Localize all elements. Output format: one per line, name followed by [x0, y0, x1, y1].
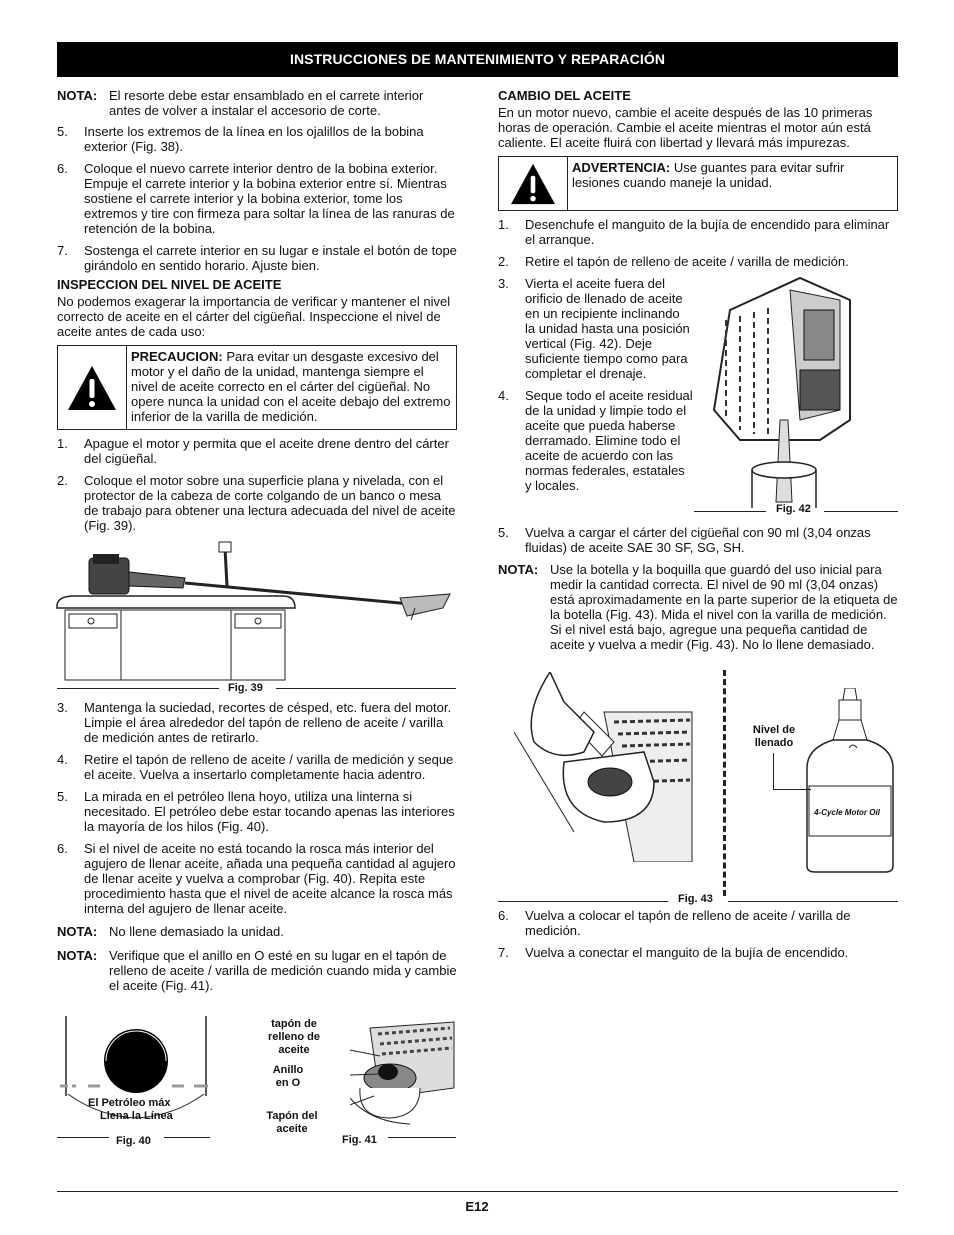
- fig40-caption: Fig. 40: [116, 1135, 151, 1147]
- fig41-caption: Fig. 41: [342, 1134, 377, 1146]
- fig-rule: [824, 511, 898, 512]
- list-item: 5. Vuelva a cargar el cárter del cigüeñal con 90 ml (3,04 onzas fluidas) de aceite SAE 30 SF, SG, SH.: [498, 525, 871, 555]
- list-item: 2. Retire el tapón de relleno de aceite / varilla de medición.: [498, 254, 849, 269]
- max-fill-line-label: El Petróleo máx Llena la Línea: [88, 1097, 173, 1122]
- oil-bottle-image: [805, 688, 895, 873]
- caution-box: PRECAUCION: Para evitar un desgaste excesivo del motor y el daño de la unidad, mantenga siempre el nivel de aceite correcto en el cárter del cigüeñal. No opere nunca la unidad con el aceite debajo del extremo inferior de la varilla de medición.: [57, 345, 457, 430]
- fig-rule: [388, 1137, 456, 1138]
- section-header: INSTRUCCIONES DE MANTENIMIENTO Y REPARACIÓN: [57, 42, 898, 77]
- bottle-label: 4-Cycle Motor Oil: [814, 808, 880, 817]
- list-item: 2. Coloque el motor sobre una superficie plana y nivelada, con el protector de la cabeza de corte colgando de un banco o mesa de trabajo para obtener una lectura adecuada del nivel de aceite (Fig. 39).: [57, 473, 456, 533]
- oil-plug-label: Tapón del aceite: [266, 1110, 318, 1135]
- fig43-caption: Fig. 43: [678, 893, 713, 905]
- fig41-illustration: [350, 1018, 456, 1128]
- list-item: 1. Apague el motor y permita que el aceite drene dentro del cárter del cigüeñal.: [57, 436, 449, 466]
- list-item: 1. Desenchufe el manguito de la bujía de encendido para eliminar el arranque.: [498, 217, 890, 247]
- fill-level-label: Nivel de llenado: [752, 724, 796, 749]
- list-item: 5. Inserte los extremos de la línea en los ojalillos de la bobina exterior (Fig. 38).: [57, 124, 424, 154]
- left-column-lower: [57, 700, 457, 999]
- oil-plug-image: [350, 1018, 456, 1128]
- right-column-end: [498, 908, 898, 967]
- note: NOTA: No llene demasiado la unidad.: [57, 924, 284, 939]
- leader-line: [773, 753, 774, 789]
- paragraph: En un motor nuevo, cambie el aceite después de las 10 primeras horas de operación. Cambie el aceite mientras el motor aún está caliente. El aceite fluirá con libertad y llevará más impurezas.: [498, 105, 873, 150]
- oil-cap-label: tapón de relleno de aceite: [268, 1018, 320, 1056]
- fig39-caption: Fig. 39: [228, 682, 263, 694]
- fig43-bottle-illustration: [805, 688, 895, 873]
- narrow-steps: [498, 276, 693, 493]
- list-item: 4. Retire el tapón de relleno de aceite / varilla de medición y seque el aceite. Vuelva a insertarlo completamente hacia adentro.: [57, 752, 454, 782]
- o-ring-label: Anillo en O: [272, 1064, 304, 1089]
- list-item: 3. Mantenga la suciedad, recortes de césped, etc. fuera del motor. Limpie el área alrededor del tapón de relleno de aceite / varilla de medición antes de retirarlo.: [57, 700, 452, 745]
- fig42-caption: Fig. 42: [776, 503, 811, 515]
- list-item: 4. Seque todo el aceite residual de la unidad y limpie todo el aceite que pueda haberse derramado. Elimine todo el aceite de acuerdo con las normas federales, estatales y locales.: [498, 388, 693, 493]
- section-title: INSPECCION DEL NIVEL DE ACEITE: [57, 277, 282, 292]
- divider: [723, 670, 730, 896]
- list-item: 7. Vuelva a conectar el manguito de la bujía de encendido.: [498, 945, 849, 960]
- list-item: 5. La mirada en el petróleo llena hoyo, utiliza una linterna si necesitado. El petróleo debe estar tocando apenas las interiores la mayoría de los hilos (Fig. 40).: [57, 789, 455, 834]
- filling-oil-image: [514, 672, 694, 862]
- fig-rule: [276, 688, 456, 689]
- left-column: [57, 88, 457, 540]
- fig-rule: [164, 1137, 210, 1138]
- draining-oil-image: [700, 270, 900, 508]
- fig-rule: [57, 1137, 109, 1138]
- page-number: E12: [465, 1199, 489, 1214]
- section-title: CAMBIO DEL ACEITE: [498, 88, 631, 103]
- list-item: 6. Vuelva a colocar el tapón de relleno de aceite / varilla de medición.: [498, 908, 851, 938]
- leader-line: [773, 789, 811, 790]
- fig-rule: [694, 511, 766, 512]
- warning-icon: [58, 346, 127, 429]
- note: NOTA: El resorte debe estar ensamblado en el carrete interior antes de volver a instalar el accesorio de corte.: [57, 88, 424, 118]
- list-item: 7. Sostenga el carrete interior en su lugar e instale el botón de tope girándolo en sentido horario. Ajuste bien.: [57, 243, 457, 273]
- trimmer-on-bench-image: [55, 538, 457, 683]
- list-item: 6. Si el nivel de aceite no está tocando la rosca más interior del agujero de llenar aceite, añada una pequeña cantidad al agujero de llenar aceite y vuelva a comprobar (Fig. 40). Repita este procedimiento hasta que el nivel de aceite alcance la rosca más interna del agujero de llenar aceite.: [57, 841, 456, 916]
- warning-box: ADVERTENCIA: Use guantes para evitar sufrir lesiones cuando maneje la unidad.: [498, 156, 898, 211]
- list-item: 6. Coloque el nuevo carrete interior dentro de la bobina exterior. Empuje el carrete interior y la bobina exterior entre sí. Mientras sostiene el carrete interior y la bobina exterior, tome los extremos y tire con firmeza para soltar la línea de las ranuras de retención de la bobina.: [57, 161, 455, 236]
- fig43-left-illustration: [514, 672, 694, 862]
- note: NOTA: Verifique que el anillo en O esté en su lugar en el tapón de relleno de aceite / varilla de medición cuando mida y cambie el aceite (Fig. 41).: [57, 948, 457, 993]
- fig39-illustration: [55, 538, 457, 683]
- fig-rule: [728, 901, 898, 902]
- list-item: 3. Vierta el aceite fuera del orificio de llenado de aceite en un recipiente inclinando la unidad hasta una posición vertical (Fig. 42). Deje suficiente tiempo como para completar el drenaje.: [498, 276, 690, 381]
- right-column-lower: [498, 525, 898, 658]
- note: NOTA: Use la botella y la boquilla que guardó del uso inicial para medir la cantidad correcta. El nivel de 90 ml (3,04 onzas) está aproximadamente en la parte superior de la etiqueta de la botella (Fig. 43). Mida el nivel con la varilla de medición. Si el nivel está bajo, agregue una pequeña cantidad de aceite y vuelva a medir (Fig. 43). No lo llene demasiado.: [498, 562, 898, 652]
- fig-rule: [57, 688, 219, 689]
- footer-rule: [57, 1191, 898, 1192]
- fig42-illustration: [700, 270, 900, 508]
- fig-rule: [498, 901, 668, 902]
- warning-icon: [499, 157, 568, 210]
- paragraph: No podemos exagerar la importancia de verificar y mantener el nivel correcto de aceite en el cárter del cigüeñal. Inspeccione el nivel de aceite antes de cada uso:: [57, 294, 451, 339]
